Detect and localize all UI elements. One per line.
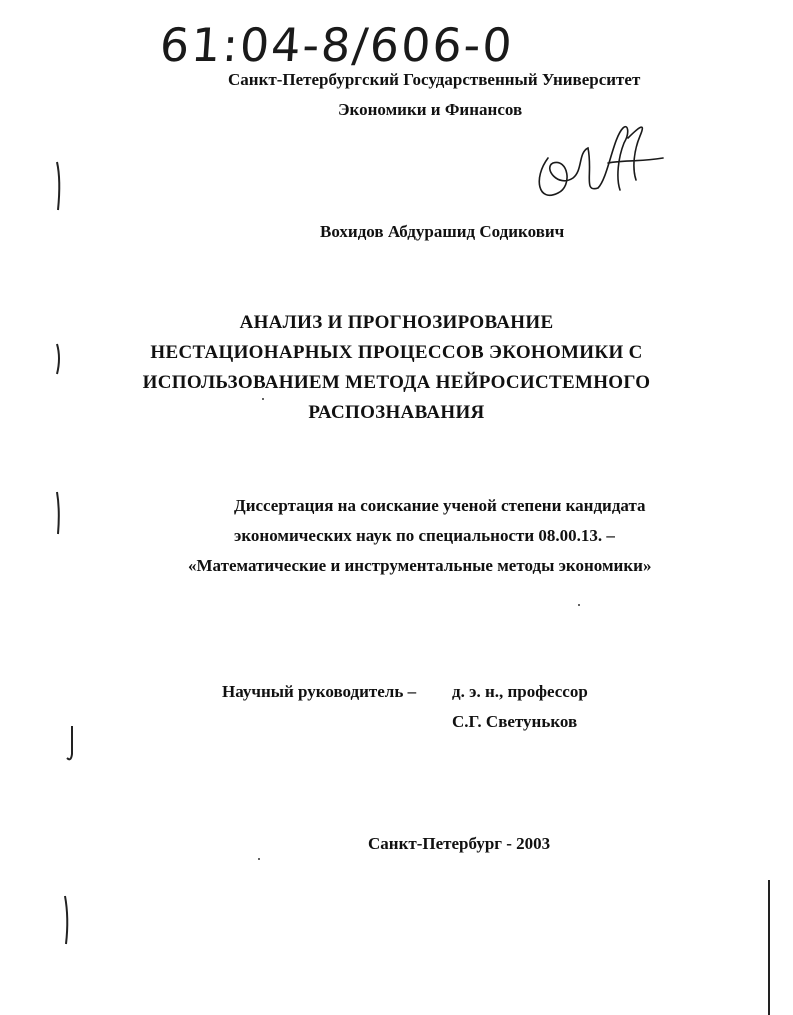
title-line-3: ИСПОЛЬЗОВАНИЕМ МЕТОДА НЕЙРОСИСТЕМНОГО <box>142 372 651 393</box>
scan-speck <box>258 858 260 860</box>
author-name: Вохидов Абдурашид Содикович <box>320 222 565 241</box>
title-line-4: РАСПОЗНАВАНИЯ <box>308 402 485 423</box>
dissertation-line-3: «Математические и инструментальные методы экономики» <box>188 556 652 575</box>
supervisor-degree: д. э. н., профессор <box>452 682 588 701</box>
supervisor-label: Научный руководитель – <box>222 682 417 701</box>
binding-mark <box>54 490 64 536</box>
title-line-2: НЕСТАЦИОНАРНЫХ ПРОЦЕССОВ ЭКОНОМИКИ С <box>150 342 643 363</box>
handwritten-catalog-number: 61:04-8/606-0 <box>158 18 516 72</box>
dissertation-line-1: Диссертация на соискание ученой степени кандидата <box>234 496 646 515</box>
dissertation-line-2: экономических наук по специальности 08.00.13. – <box>234 526 615 545</box>
university-line-1: Санкт-Петербургский Государственный Университет <box>228 70 641 89</box>
page-edge <box>768 880 770 1015</box>
supervisor-name: С.Г. Светуньков <box>452 712 578 731</box>
scan-speck <box>262 398 264 400</box>
binding-mark <box>62 894 72 946</box>
title-line-1: АНАЛИЗ И ПРОГНОЗИРОВАНИЕ <box>239 312 554 333</box>
place-year: Санкт-Петербург - 2003 <box>368 834 551 853</box>
binding-mark <box>54 342 64 376</box>
scan-speck <box>578 604 580 606</box>
binding-mark <box>66 724 76 764</box>
signature-image <box>528 118 668 208</box>
binding-mark <box>54 160 64 212</box>
university-line-2: Экономики и Финансов <box>338 100 523 119</box>
